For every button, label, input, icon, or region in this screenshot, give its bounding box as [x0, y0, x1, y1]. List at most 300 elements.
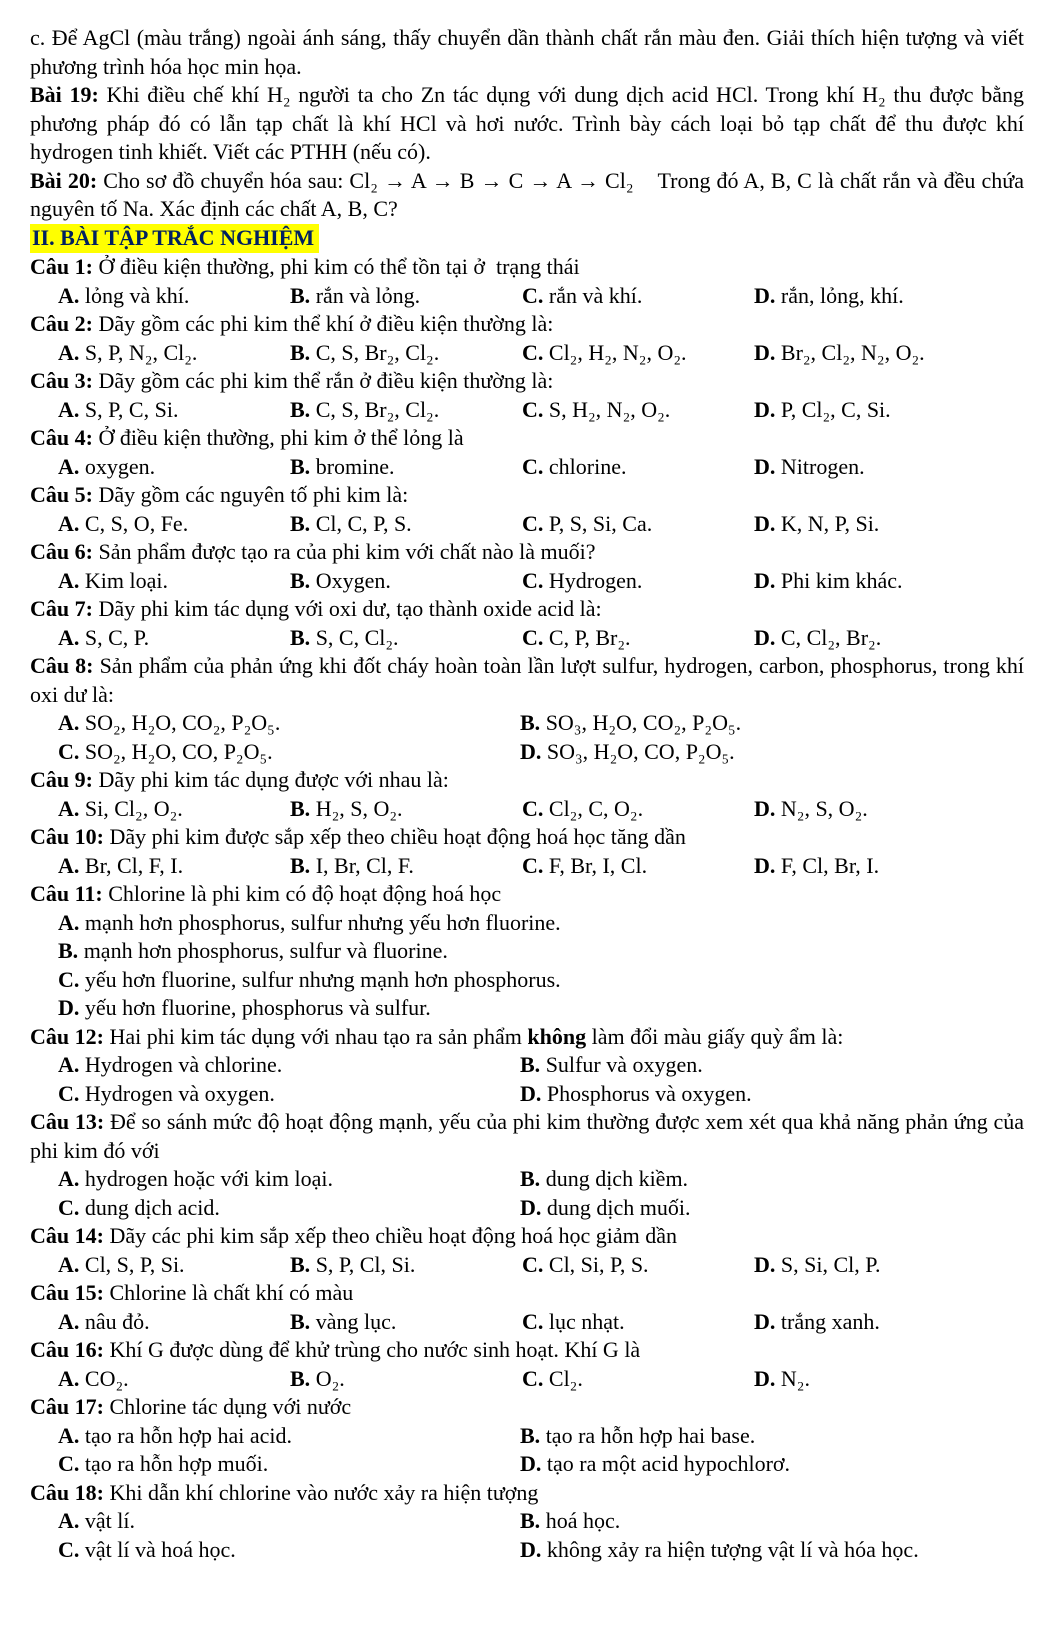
- section-heading-row: [30, 224, 1024, 254]
- option-item: [58, 396, 290, 425]
- bold-run: Câu 6:: [30, 539, 93, 564]
- option-text: hydrogen hoặc với kim loại.: [84, 1166, 333, 1191]
- option-text: lỏng và khí.: [84, 282, 190, 308]
- option-letter: B.: [58, 938, 79, 963]
- option-text: Cl, C, P, S.: [315, 510, 412, 536]
- option-item: [58, 1251, 290, 1280]
- option-text: Nitrogen.: [780, 453, 865, 479]
- option-letter: C.: [58, 1194, 80, 1220]
- option-text: Phi kim khác.: [780, 567, 903, 593]
- option-text: S, C, P.: [84, 624, 150, 650]
- question-text: [30, 367, 1024, 396]
- text-run: Khi dẫn khí chlorine vào nước xảy ra hiện tượng: [103, 1479, 539, 1505]
- option-item: [522, 510, 754, 539]
- option-letter: B.: [520, 1422, 541, 1448]
- option-letter: C.: [58, 1451, 80, 1476]
- option-letter: B.: [290, 396, 311, 422]
- option-text: không xảy ra hiện tượng vật lí và hóa học.: [546, 1536, 919, 1562]
- option-item: [58, 1507, 520, 1536]
- option-item: [520, 1450, 1024, 1479]
- option-letter: C.: [522, 1251, 544, 1277]
- question-text: [30, 652, 1024, 709]
- option-item: [58, 453, 290, 482]
- option-item: [58, 909, 1024, 938]
- option-item: [520, 1051, 1024, 1080]
- question-text: [30, 1393, 1024, 1422]
- option-text: S, P, Cl, Si.: [315, 1251, 416, 1277]
- text-run: Chlorine là chất khí có màu: [103, 1280, 354, 1305]
- option-text: Kim loại.: [84, 567, 168, 593]
- option-letter: D.: [520, 1080, 542, 1106]
- option-letter: B.: [520, 1166, 541, 1191]
- option-letter: B.: [290, 1308, 311, 1334]
- option-text: K, N, P, Si.: [780, 510, 880, 536]
- text-run: Hai phi kim tác dụng với nhau tạo ra sản phẩm: [103, 1023, 528, 1049]
- option-text: yếu hơn fluorine, sulfur nhưng mạnh hơn phosphorus.: [84, 966, 561, 992]
- option-text: vật lí và hoá học.: [84, 1536, 236, 1562]
- option-letter: D.: [754, 852, 776, 878]
- question-text: [30, 1279, 1024, 1308]
- bold-run: Câu 1:: [30, 254, 93, 279]
- option-item: [290, 510, 522, 539]
- option-item: [290, 1308, 522, 1337]
- option-letter: C.: [58, 966, 80, 992]
- option-letter: B.: [290, 567, 311, 593]
- option-text: P, Cl₂, C, Si.: [780, 396, 891, 422]
- option-text: Cl₂, H₂, N₂, O₂.: [548, 339, 687, 365]
- option-letter: C.: [522, 1365, 544, 1391]
- text-run: Sản phẩm của phản ứng khi đốt cháy hoàn toàn lần lượt sulfur, hydrogen, carbon, phosphorus, trong khí oxi dư là:: [30, 653, 1025, 707]
- option-item: [520, 1165, 1024, 1194]
- option-item: [58, 282, 290, 311]
- bold-run: Câu 2:: [30, 311, 93, 336]
- option-item: [290, 453, 522, 482]
- option-text: SO₃, H₂O, CO, P₂O₅.: [546, 738, 735, 764]
- option-letter: A.: [58, 1422, 80, 1448]
- bold-run: Câu 8:: [30, 653, 94, 678]
- bold-run: Bài 20:: [30, 167, 98, 193]
- option-text: CO₂.: [84, 1365, 129, 1391]
- text-run: Ở điều kiện thường, phi kim có thể tồn tại ở trạng thái: [92, 254, 580, 279]
- option-text: C, Cl₂, Br₂.: [780, 624, 882, 650]
- options-row: [30, 567, 1024, 596]
- option-letter: B.: [290, 1251, 311, 1277]
- option-text: N₂.: [780, 1365, 810, 1391]
- option-item: [290, 795, 522, 824]
- options-row: [30, 709, 1024, 766]
- option-item: [290, 396, 522, 425]
- option-text: P, S, Si, Ca.: [548, 510, 653, 536]
- option-letter: C.: [522, 795, 544, 821]
- bold-run: Câu 18:: [30, 1479, 104, 1505]
- options-row: [30, 624, 1024, 653]
- option-text: C, S, Br₂, Cl₂.: [315, 339, 440, 365]
- option-item: [58, 339, 290, 368]
- option-text: dung dịch muối.: [546, 1194, 691, 1220]
- option-text: Cl₂.: [548, 1365, 583, 1391]
- option-item: [290, 852, 522, 881]
- option-item: [754, 795, 1024, 824]
- bold-run: Câu 11:: [30, 881, 103, 906]
- option-letter: A.: [58, 1308, 80, 1334]
- option-item: [58, 1080, 520, 1109]
- text-run: c. Để AgCl (màu trắng) ngoài ánh sáng, thấy chuyển dần thành chất rắn màu đen. Giải thích hiện tượng và viết phương trình hóa học min họa.: [30, 25, 1024, 79]
- option-letter: C.: [522, 510, 544, 536]
- text-run: Dãy gồm các nguyên tố phi kim là:: [92, 482, 409, 507]
- option-item: [754, 1308, 1024, 1337]
- options-row: [30, 795, 1024, 824]
- question-text: [30, 766, 1024, 795]
- option-item: [58, 738, 520, 767]
- question-text: [30, 310, 1024, 339]
- option-text: rắn, lỏng, khí.: [780, 282, 904, 308]
- question-text: [30, 823, 1024, 852]
- option-item: [290, 282, 522, 311]
- option-item: [754, 1365, 1024, 1394]
- option-item: [522, 624, 754, 653]
- option-text: nâu đỏ.: [84, 1308, 150, 1334]
- option-item: [754, 396, 1024, 425]
- option-letter: B.: [290, 453, 311, 479]
- bold-run: Bài 19:: [30, 82, 99, 107]
- option-text: Si, Cl₂, O₂.: [84, 795, 183, 821]
- question-text: [30, 595, 1024, 624]
- option-letter: C.: [522, 1308, 544, 1334]
- option-item: [58, 510, 290, 539]
- option-letter: A.: [58, 282, 80, 308]
- option-text: rắn và khí.: [548, 282, 643, 308]
- option-text: H₂, S, O₂.: [315, 795, 403, 821]
- option-letter: A.: [58, 1166, 80, 1191]
- option-letter: C.: [58, 1080, 80, 1106]
- option-item: [58, 1194, 520, 1223]
- option-item: [522, 453, 754, 482]
- question-text: [30, 1336, 1024, 1365]
- option-item: [754, 339, 1024, 368]
- option-text: tạo ra hỗn hợp hai base.: [545, 1422, 756, 1448]
- option-text: Br, Cl, F, I.: [84, 852, 184, 878]
- question-text: [30, 481, 1024, 510]
- option-text: S, P, N₂, Cl₂.: [84, 339, 198, 365]
- option-text: tạo ra hỗn hợp muối.: [84, 1451, 269, 1476]
- option-item: [520, 1194, 1024, 1223]
- option-letter: D.: [520, 1194, 542, 1220]
- option-text: Oxygen.: [315, 567, 391, 593]
- option-text: tạo ra một acid hypochlorơ.: [546, 1451, 791, 1476]
- option-letter: A.: [58, 1251, 80, 1277]
- option-item: [522, 795, 754, 824]
- option-item: [58, 709, 520, 738]
- option-letter: C.: [522, 453, 544, 479]
- option-letter: B.: [290, 624, 311, 650]
- bold-run: Câu 3:: [30, 368, 93, 393]
- question-text: [30, 880, 1024, 909]
- option-letter: D.: [58, 995, 80, 1020]
- option-letter: B.: [290, 510, 311, 536]
- option-text: lục nhạt.: [548, 1308, 625, 1334]
- option-letter: C.: [522, 624, 544, 650]
- option-letter: B.: [290, 795, 311, 821]
- option-text: mạnh hơn phosphorus, sulfur và fluorine.: [83, 938, 448, 963]
- option-text: N₂, S, O₂.: [780, 795, 868, 821]
- option-item: [58, 1365, 290, 1394]
- option-letter: D.: [754, 567, 776, 593]
- option-item: [58, 966, 1024, 995]
- option-letter: D.: [520, 1451, 542, 1476]
- bold-run: Câu 15:: [30, 1280, 104, 1305]
- option-letter: B.: [520, 1508, 541, 1533]
- option-letter: D.: [754, 1365, 776, 1391]
- options-row: [30, 282, 1024, 311]
- option-item: [522, 396, 754, 425]
- bold-run: Câu 5:: [30, 482, 93, 507]
- text-run: Dãy phi kim tác dụng với oxi dư, tạo thành oxide acid là:: [92, 596, 602, 621]
- options-row: [30, 453, 1024, 482]
- option-item: [754, 510, 1024, 539]
- option-item: [522, 282, 754, 311]
- option-text: SO₃, H₂O, CO₂, P₂O₅.: [545, 710, 742, 735]
- paragraph: [30, 81, 1024, 167]
- option-item: [290, 1365, 522, 1394]
- options-row: [30, 1422, 1024, 1479]
- option-item: [58, 795, 290, 824]
- option-text: bromine.: [315, 453, 395, 479]
- option-text: Cl, S, P, Si.: [84, 1251, 185, 1277]
- option-text: vàng lục.: [315, 1308, 397, 1334]
- option-item: [58, 937, 1024, 966]
- option-letter: A.: [58, 624, 80, 650]
- option-letter: A.: [58, 453, 80, 479]
- option-letter: C.: [522, 567, 544, 593]
- options-row: [30, 1308, 1024, 1337]
- options-row: [30, 396, 1024, 425]
- option-item: [290, 567, 522, 596]
- option-letter: D.: [754, 1251, 776, 1277]
- text-run: Dãy gồm các phi kim thể khí ở điều kiện thường là:: [92, 311, 554, 336]
- option-letter: B.: [290, 852, 311, 878]
- option-letter: B.: [290, 1365, 311, 1391]
- option-text: S, P, C, Si.: [84, 396, 179, 422]
- options-row: [30, 1165, 1024, 1222]
- bold-run: Câu 13:: [30, 1109, 105, 1134]
- option-text: vật lí.: [84, 1508, 135, 1533]
- options-row: [30, 1251, 1024, 1280]
- option-item: [58, 1165, 520, 1194]
- option-text: hoá học.: [545, 1508, 621, 1533]
- option-item: [754, 624, 1024, 653]
- option-letter: C.: [58, 1536, 80, 1562]
- option-letter: A.: [58, 710, 80, 735]
- option-letter: A.: [58, 1508, 80, 1533]
- option-item: [290, 624, 522, 653]
- option-text: dung dịch acid.: [84, 1194, 220, 1220]
- option-letter: A.: [58, 510, 80, 536]
- option-text: Hydrogen.: [548, 567, 643, 593]
- option-item: [58, 1422, 520, 1451]
- option-text: Hydrogen và chlorine.: [84, 1052, 283, 1077]
- text-run: Ở điều kiện thường, phi kim ở thể lỏng là: [92, 425, 464, 450]
- text-run: Cho sơ đồ chuyển hóa sau: Cl₂ → A → B → C → A → Cl₂ Trong đó A, B, C là chất rắn và đều chứa nguyên tố Na. Xác định các chất A, B, C?: [30, 167, 1024, 221]
- option-item: [754, 852, 1024, 881]
- option-item: [520, 738, 1024, 767]
- option-letter: C.: [58, 738, 80, 764]
- options-row: [30, 909, 1024, 1023]
- option-letter: C.: [522, 852, 544, 878]
- option-text: yếu hơn fluorine, phosphorus và sulfur.: [84, 995, 431, 1020]
- option-item: [522, 567, 754, 596]
- bold-run: Câu 9:: [30, 767, 93, 792]
- option-text: S, H₂, N₂, O₂.: [548, 396, 671, 422]
- text-run: Khí G được dùng để khử trùng cho nước sinh hoạt. Khí G là: [103, 1337, 641, 1362]
- option-text: Cl, Si, P, S.: [548, 1251, 649, 1277]
- option-letter: D.: [754, 339, 776, 365]
- option-letter: A.: [58, 1365, 80, 1391]
- option-letter: A.: [58, 909, 80, 935]
- option-item: [58, 624, 290, 653]
- bold-run: Câu 4:: [30, 425, 93, 450]
- option-text: Sulfur và oxygen.: [545, 1052, 703, 1077]
- option-text: dung dịch kiềm.: [545, 1166, 689, 1191]
- option-text: SO₂, H₂O, CO₂, P₂O₅.: [84, 710, 281, 735]
- option-item: [58, 1051, 520, 1080]
- option-letter: A.: [58, 396, 80, 422]
- bold-run: Câu 14:: [30, 1223, 104, 1248]
- option-text: oxygen.: [84, 453, 156, 479]
- option-text: Hydrogen và oxygen.: [84, 1080, 275, 1106]
- option-text: rắn và lỏng.: [315, 282, 421, 308]
- option-text: C, P, Br₂.: [548, 624, 631, 650]
- option-text: Br₂, Cl₂, N₂, O₂.: [780, 339, 925, 365]
- text-run: Chlorine tác dụng với nước: [103, 1394, 352, 1419]
- option-letter: D.: [520, 738, 542, 764]
- option-text: SO₂, H₂O, CO, P₂O₅.: [84, 738, 273, 764]
- option-text: Cl₂, C, O₂.: [548, 795, 644, 821]
- option-item: [520, 1536, 1024, 1565]
- option-item: [754, 453, 1024, 482]
- option-letter: C.: [522, 339, 544, 365]
- option-item: [754, 567, 1024, 596]
- option-letter: B.: [520, 1052, 541, 1077]
- option-item: [522, 1251, 754, 1280]
- option-item: [290, 339, 522, 368]
- option-item: [58, 1536, 520, 1565]
- option-letter: B.: [290, 339, 311, 365]
- option-letter: D.: [754, 396, 776, 422]
- option-item: [520, 1080, 1024, 1109]
- question-text: [30, 1023, 1024, 1052]
- option-item: [520, 1507, 1024, 1536]
- question-text: [30, 1479, 1024, 1508]
- question-text: [30, 253, 1024, 282]
- option-letter: D.: [520, 1536, 542, 1562]
- option-letter: D.: [754, 510, 776, 536]
- option-text: I, Br, Cl, F.: [315, 852, 414, 878]
- option-text: C, S, Br₂, Cl₂.: [315, 396, 440, 422]
- text-run: làm đổi màu giấy quỳ ẩm là:: [586, 1023, 844, 1049]
- option-item: [58, 852, 290, 881]
- question-text: [30, 538, 1024, 567]
- paragraph: [30, 24, 1024, 81]
- text-run: Để so sánh mức độ hoạt động mạnh, yếu của phi kim thường được xem xét qua khả năng phản ứng của phi kim đó với: [30, 1109, 1025, 1163]
- text-run: Dãy phi kim tác dụng được với nhau là:: [92, 767, 449, 792]
- bold-run: Câu 12:: [30, 1023, 104, 1049]
- option-item: [522, 1308, 754, 1337]
- option-text: O₂.: [315, 1365, 345, 1391]
- option-text: Phosphorus và oxygen.: [546, 1080, 752, 1106]
- option-item: [754, 282, 1024, 311]
- option-text: tạo ra hỗn hợp hai acid.: [84, 1422, 293, 1448]
- section-heading: II. BÀI TẬP TRẮC NGHIỆM: [30, 224, 319, 254]
- option-text: chlorine.: [548, 453, 627, 479]
- option-item: [58, 1450, 520, 1479]
- option-letter: D.: [754, 1308, 776, 1334]
- options-row: [30, 510, 1024, 539]
- option-text: C, S, O, Fe.: [84, 510, 189, 536]
- option-letter: D.: [754, 795, 776, 821]
- option-item: [522, 1365, 754, 1394]
- options-row: [30, 1365, 1024, 1394]
- question-text: [30, 1108, 1024, 1165]
- option-letter: D.: [754, 624, 776, 650]
- option-letter: A.: [58, 795, 80, 821]
- option-letter: A.: [58, 567, 80, 593]
- option-text: mạnh hơn phosphorus, sulfur nhưng yếu hơn fluorine.: [84, 909, 561, 935]
- option-text: F, Br, I, Cl.: [548, 852, 648, 878]
- bold-run: không: [527, 1023, 587, 1049]
- option-item: [58, 994, 1024, 1023]
- paragraph: [30, 167, 1024, 224]
- option-text: S, Si, Cl, P.: [780, 1251, 881, 1277]
- bold-run: Câu 10:: [30, 824, 104, 849]
- option-letter: A.: [58, 1052, 80, 1077]
- option-item: [520, 709, 1024, 738]
- option-text: F, Cl, Br, I.: [780, 852, 880, 878]
- option-letter: B.: [290, 282, 311, 308]
- options-row: [30, 339, 1024, 368]
- options-row: [30, 1507, 1024, 1564]
- bold-run: Câu 17:: [30, 1394, 104, 1419]
- option-item: [522, 339, 754, 368]
- text-run: Dãy phi kim được sắp xếp theo chiều hoạt động hoá học tăng dần: [103, 824, 686, 849]
- text-run: Sản phẩm được tạo ra của phi kim với chất nào là muối?: [92, 539, 596, 564]
- option-item: [522, 852, 754, 881]
- text-run: Khi điều chế khí H₂ người ta cho Zn tác dụng với dung dịch acid HCl. Trong khí H₂ thu được bằng phương pháp đó có lẫn tạp chất là khí HCl và hơi nước. Trình bày cách loại bỏ tạp chất để thu được khí hydrogen tinh khiết. Viết các PTHH (nếu có).: [30, 82, 1024, 164]
- question-text: [30, 1222, 1024, 1251]
- question-text: [30, 424, 1024, 453]
- text-run: Dãy các phi kim sắp xếp theo chiều hoạt động hoá học giảm dần: [103, 1223, 678, 1248]
- bold-run: Câu 7:: [30, 596, 93, 621]
- bold-run: Câu 16:: [30, 1337, 104, 1362]
- option-item: [754, 1251, 1024, 1280]
- option-item: [58, 1308, 290, 1337]
- option-letter: A.: [58, 852, 80, 878]
- option-letter: D.: [754, 453, 776, 479]
- option-letter: B.: [520, 710, 541, 735]
- option-item: [58, 567, 290, 596]
- option-text: S, C, Cl₂.: [315, 624, 399, 650]
- document-body: [30, 24, 1024, 1564]
- option-letter: D.: [754, 282, 776, 308]
- options-row: [30, 852, 1024, 881]
- option-letter: C.: [522, 282, 544, 308]
- text-run: Dãy gồm các phi kim thể rắn ở điều kiện thường là:: [92, 368, 554, 393]
- options-row: [30, 1051, 1024, 1108]
- option-item: [290, 1251, 522, 1280]
- option-letter: C.: [522, 396, 544, 422]
- option-letter: A.: [58, 339, 80, 365]
- option-text: trắng xanh.: [780, 1308, 880, 1334]
- option-item: [520, 1422, 1024, 1451]
